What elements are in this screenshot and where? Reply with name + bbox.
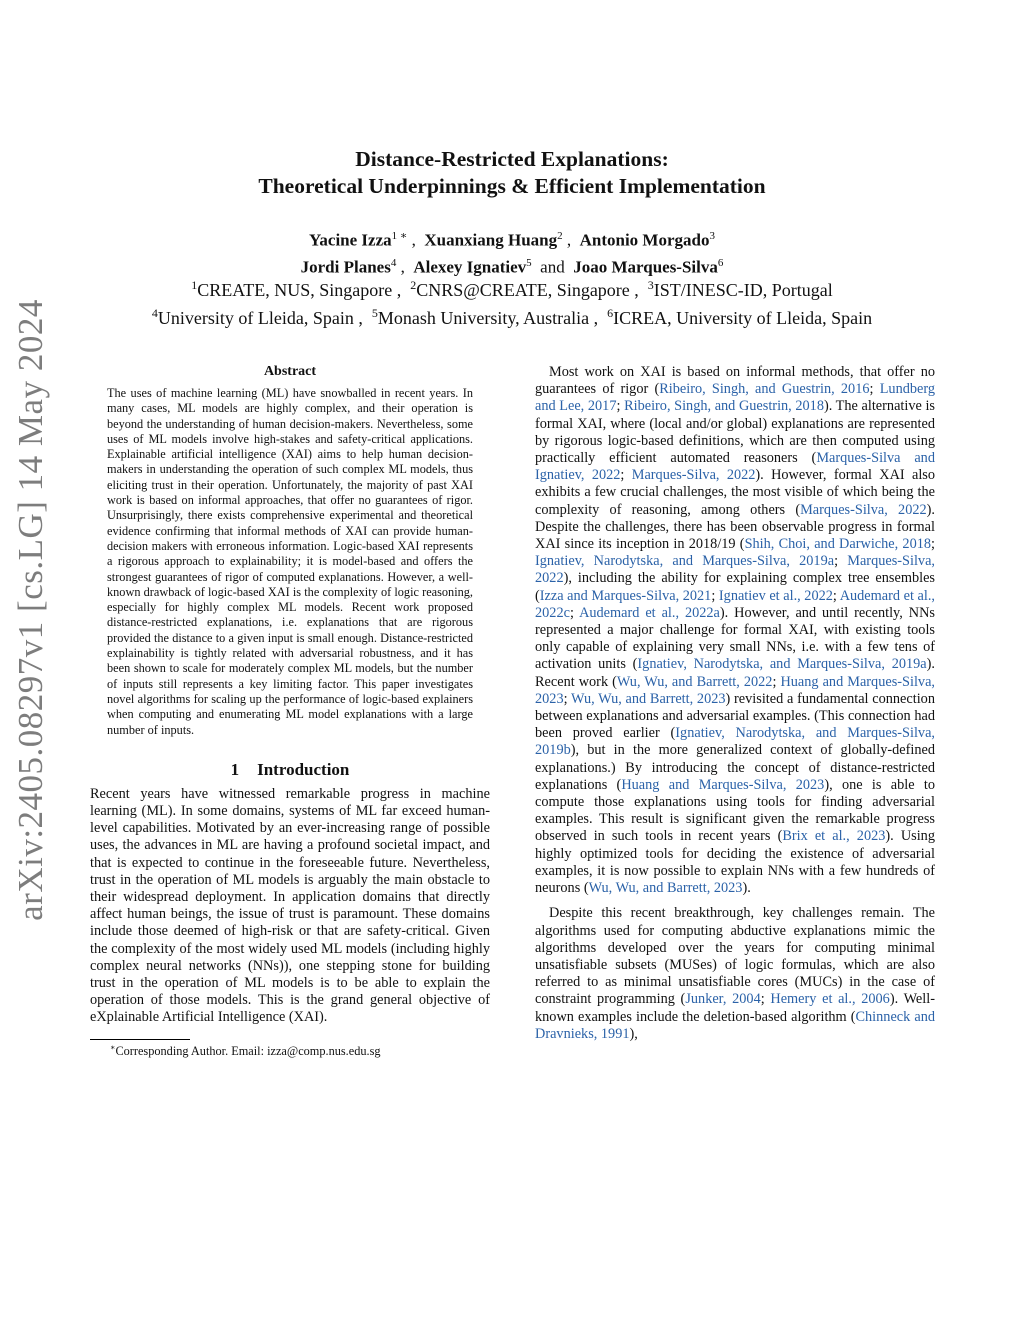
section-number: 1 <box>230 759 240 779</box>
body-text: ). Recent work ( <box>535 656 935 690</box>
body-text: ; <box>834 553 848 570</box>
affiliation-list <box>80 274 944 330</box>
citation-link[interactable]: Chinneck and Dravnieks, 1991 <box>535 1008 935 1042</box>
citation-link[interactable]: Marques-Silva, 2022 <box>631 467 756 484</box>
right-paragraph-1 <box>535 364 935 897</box>
body-text: ; <box>931 536 935 553</box>
citation-link[interactable]: Wu, Wu, and Barrett, 2023 <box>571 690 726 707</box>
body-text: ; <box>869 381 880 398</box>
body-text: ; <box>563 690 572 707</box>
body-text: ; <box>616 398 625 415</box>
body-text: ). <box>742 880 751 897</box>
citation-link[interactable]: Huang and Marques-Silva, 2023 <box>535 673 935 707</box>
citation-link[interactable]: Marques-Silva, 2022 <box>535 553 935 587</box>
body-text: ; <box>832 587 840 604</box>
body-text: ; <box>569 604 580 621</box>
right-column <box>535 364 935 1043</box>
affiliation-line-1: $^1$CREATE, NUS, Singapore , $^2$CNRS@CREATE, Singapore , $^3$IST/INESC-ID, Portugal <box>191 278 833 300</box>
title-line-1: Distance-Restricted Explanations: <box>355 147 669 171</box>
body-text: ) revisited a fundamental connection between explanations and adversarial examples. (This connection had been proved earlier ( <box>535 690 935 742</box>
citation-link[interactable]: Ignatiev, Narodytska, and Marques-Silva, 2019a <box>637 656 927 673</box>
body-text: ). However, and until recently, NNs represented a major challenge for formal XAI, with existing tools only capable of explaining very small NNs, i.e. with a few tens of activation units ( <box>535 604 935 673</box>
citation-link[interactable]: Ignatiev, Narodytska, and Marques-Silva, 2019a <box>535 553 835 570</box>
author-line-2: Jordi Planes$^4$ , Alexey Ignatiev$^5$ and Joao Marques-Silva$^6$ <box>300 256 724 277</box>
arxiv-identifier <box>6 299 56 921</box>
author-sup: 2 <box>557 230 563 242</box>
citation-link[interactable]: Ignatiev et al., 2022 <box>718 587 833 604</box>
author-name: Joao Marques-Silva <box>573 257 718 277</box>
author-name: Alexey Ignatiev <box>413 257 527 277</box>
affiliation: CNRS@CREATE, Singapore <box>416 280 630 300</box>
affil-sup: 3 <box>647 278 654 292</box>
body-text: ). Despite the challenges, there has been observable progress in formal XAI since its inception in 2018/19 ( <box>535 501 935 553</box>
body-text: ), one is able to compute those explanations using tools for finding adversarial examples. This result is significant given the remarkable progress observed in such tools in recent years ( <box>535 776 935 845</box>
citation-link[interactable]: Ribeiro, Singh, and Guestrin, 2016 <box>659 381 870 398</box>
body-text: ). The alternative is formal XAI, where (local and/or global) explanations are represented by rigorous logic-based definitions, which are then computed using practically efficient automated reasoners ( <box>535 398 935 467</box>
citation-link[interactable]: Shih, Choi, and Darwiche, 2018 <box>744 536 932 553</box>
citation-link[interactable]: Izza and Marques-Silva, 2021 <box>539 587 712 604</box>
abstract-body: The uses of machine learning (ML) have snowballed in recent years. In many cases, ML models are highly complex, and their operation is beyond the understanding of human decision-makers. Nevertheless, some uses of ML models involve high-stakes and safety-critical applications. Explainable artificial intelligence (XAI) aims to help human decision-makers in understanding the operation of such complex ML models, thus eliciting trust in their operation. Unfortunately, the majority of past XAI work is based on informal approaches, that offer no guarantees of rigor. Unsurprisingly, there exists comprehensive experimental and theoretical evidence confirming that informal methods of XAI can provide human-decision makers with erroneous information. Logic-based XAI represents a rigorous approach to explainability; it is model-based and offers the strongest guarantees of rigor of computed explanations. However, a well-known drawback of logic-based XAI is the complexity of logic reasoning, especially for highly complex ML models. Recent work proposed distance-restricted explanations, i.e. explanations that are rigorous provided the distance to a given input is small enough. Distance-restricted explainability is tightly related with adversarial robustness, and it has been shown to scale for moderately complex ML models, but the number of inputs still represents a key limiting factor. This paper investigates novel algorithms for scaling up the performance of logic-based explainers when computing and enumerating ML model explanations with a large number of inputs. <box>107 386 473 737</box>
affiliation: University of Lleida, Spain <box>157 308 354 328</box>
affil-sup: 1 <box>191 278 198 292</box>
citation-link[interactable]: Audemard et al., 2022a <box>579 604 720 621</box>
body-text: ; <box>760 991 771 1008</box>
citation-link[interactable]: Brix et al., 2023 <box>782 828 886 845</box>
footnote <box>110 1040 490 1059</box>
body-text: ; <box>620 467 632 484</box>
body-text: ; <box>772 673 781 690</box>
citation-link[interactable]: Wu, Wu, and Barrett, 2022 <box>616 673 773 690</box>
citation-link[interactable]: Lundberg and Lee, 2017 <box>535 381 936 415</box>
section-title: Introduction <box>257 759 350 779</box>
author-name: Xuanxiang Huang <box>424 230 558 250</box>
author-sup: 4 <box>390 256 397 269</box>
citation-link[interactable]: Huang and Marques-Silva, 2023 <box>621 776 825 793</box>
author-line-1: Yacine Izza$^{1 ∗}$ , Xuanxiang Huang$^2$ , Antonio Morgado$^3$ <box>309 230 715 250</box>
affiliation: ICREA, University of Lleida, Spain <box>613 308 873 328</box>
body-text: Despite this recent breakthrough, key challenges remain. The algorithms used for computing abductive explanations mimic the algorithms developed over the years for computing minimal unsatisfiable subsets (MUSes) of logic formulas, which are also referred to as minimal unsatisfiable cores (MUCs) in the case of constraint programming ( <box>535 905 935 1008</box>
affil-sup: 5 <box>371 306 378 320</box>
intro-paragraph: Recent years have witnessed remarkable progress in machine learning (ML). In some domains, systems of ML far exceed human-level capabilities. Motivated by an ever-increasing range of possible uses, the advances in ML are having a profound societal impact, and that is expected to continue in the foreseeable future. Nevertheless, trust in the operation of ML models is arguably the main obstacle to their widespread deployment. In application domains that directly affect human beings, the issue of trust is paramount. These domains include those deemed of high-risk or that are safety-critical. Given the complexity of the most widely used ML models (including highly complex neural networks (NNs)), one stepping stone for building trust in the operation of ML models is to be able to explain the operation of those models. This is the grand general objective of eXplainable Artificial Intelligence (XAI). <box>90 785 490 1026</box>
body-text: ). However, formal XAI also exhibits a few crucial challenges, the most visible of which being the complexity of reasoning, among others ( <box>535 467 936 518</box>
affil-sup: 2 <box>410 278 417 292</box>
paper-title <box>150 146 874 200</box>
author-sup: 6 <box>717 256 724 269</box>
affiliation: IST/INESC-ID, Portugal <box>653 280 833 300</box>
affil-sup: 4 <box>151 306 158 320</box>
author-sup: 3 <box>709 230 715 242</box>
title-line-2: Theoretical Underpinnings & Efficient Implementation <box>258 174 766 198</box>
citation-link[interactable]: Ribeiro, Singh, and Guestrin, 2018 <box>624 398 824 415</box>
right-paragraph-2 <box>535 905 935 1043</box>
body-text: ), including the ability for explaining complex tree ensembles ( <box>535 570 935 604</box>
body-text: ), but in the more generalized context of globally-defined explanations.) By introducing the concept of distance-restricted explanations ( <box>535 742 935 793</box>
arxiv-id-text: arXiv:2405.08297v1 [cs.LG] 14 May 2024 <box>11 299 51 921</box>
body-text: ), <box>629 1025 638 1042</box>
body-text: ). Using highly optimized tools for deciding the existence of adversarial examples, it is now possible to explain NNs with a few hundreds of neurons ( <box>535 828 935 897</box>
citation-link[interactable]: Junker, 2004 <box>685 991 761 1008</box>
section-heading-introduction <box>90 760 490 780</box>
citation-link[interactable]: Marques-Silva and Ignatiev, 2022 <box>535 450 935 484</box>
author-name: Antonio Morgado <box>579 230 710 250</box>
affiliation: CREATE, NUS, Singapore <box>197 280 393 300</box>
body-text: ; <box>711 587 719 604</box>
affiliation-line-2: $^4$University of Lleida, Spain , $^5$Monash University, Australia , $^6$ICREA, University of Lleida, Spain <box>151 306 873 328</box>
author-name: Jordi Planes <box>300 257 391 277</box>
body-text: ). Well-known examples include the deletion-based algorithm ( <box>535 991 935 1025</box>
citation-link[interactable]: Audemard et al., 2022c <box>535 587 935 621</box>
author-sup: 5 <box>526 256 532 269</box>
author-name: Yacine Izza <box>309 230 392 250</box>
author-conjunction: and <box>540 257 565 277</box>
citation-link[interactable]: Wu, Wu, and Barrett, 2023 <box>588 880 743 897</box>
body-text: Most work on XAI is based on informal methods, that offer no guarantees of rigor ( <box>535 364 935 398</box>
citation-link[interactable]: Marques-Silva, 2022 <box>800 501 927 518</box>
citation-link[interactable]: Ignatiev, Narodytska, and Marques-Silva, 2019b <box>535 725 935 759</box>
author-list <box>150 225 874 278</box>
affil-sup: 6 <box>607 306 614 320</box>
citation-link[interactable]: Hemery et al., 2006 <box>770 991 890 1008</box>
author-sup: 1 ∗ <box>391 230 408 242</box>
footnote-mark: ∗ <box>110 1042 116 1052</box>
left-column <box>90 364 490 1059</box>
affiliation: Monash University, Australia <box>377 308 590 328</box>
abstract-heading: Abstract <box>263 364 317 379</box>
footnote-text: Corresponding Author. Email: izza@comp.nus.edu.sg <box>115 1043 381 1058</box>
